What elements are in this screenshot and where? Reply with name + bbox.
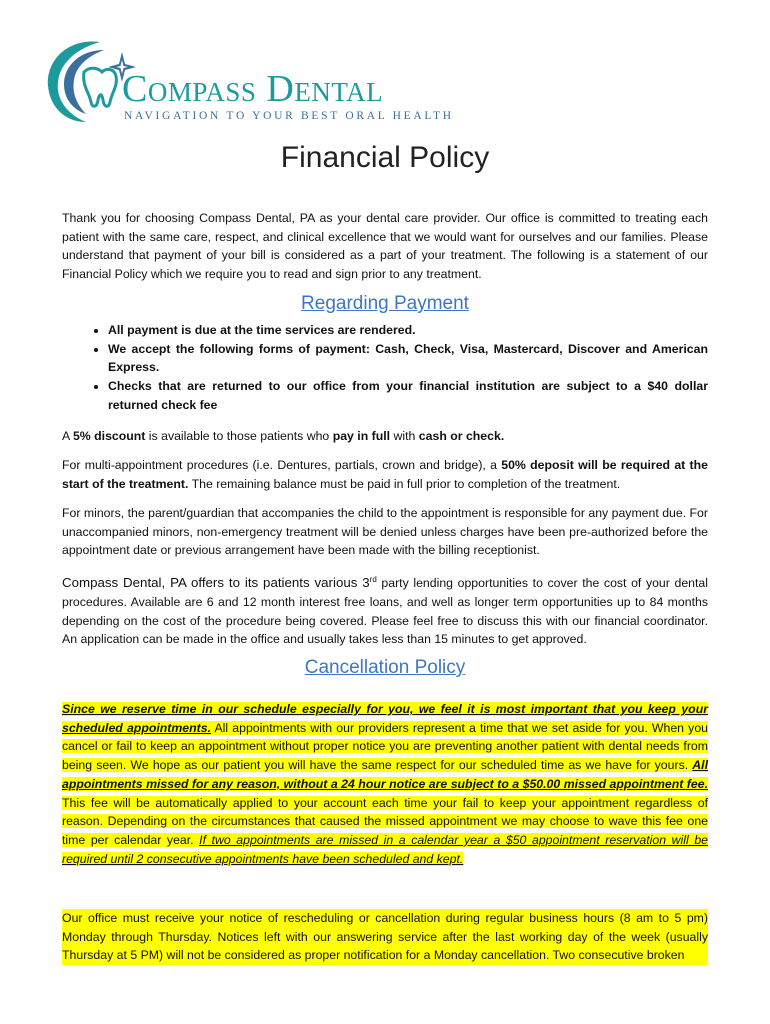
cancellation-paragraph <box>62 700 708 868</box>
payment-bullet: • We accept the following forms of payment: Cash, Check, Visa, Mastercard, Discover and American Express. <box>108 340 708 377</box>
multi-text: For multi-appointment procedures (i.e. Dentures, partials, crown and bridge), a <box>62 458 502 472</box>
notice-paragraph <box>62 909 708 965</box>
lending-text: Compass Dental, PA offers to its patients various 3 <box>62 575 370 591</box>
lending-text: party lending opportunities to cover the cost of your dental procedures. Available are 6 and 12 month interest free loans, and well as longer term opportunities up to 84 months depending on the cost of the procedure being covered. Please feel free to discuss this with our financial coordinator. An application can be made in the office and usually takes less than 15 minutes to get approved. <box>62 576 708 647</box>
cancellation-heading: Cancellation Policy <box>304 657 466 678</box>
payment-bullet: • All payment is due at the time services are rendered. <box>108 321 708 340</box>
compass-dental-logo <box>40 30 454 130</box>
discount-method: cash or check. <box>418 429 505 443</box>
reservation-statement: If two appointments are missed in a calendar year a $50 appointment reservation will be required until 2 consecutive appointments have been scheduled and kept. <box>62 832 708 866</box>
lending-paragraph <box>62 571 708 649</box>
multi-appointment-paragraph <box>62 456 708 493</box>
discount-text: with <box>390 429 419 443</box>
page-title: Financial Policy <box>280 141 490 174</box>
deposit-requirement: 50% deposit will be required at the start of the treatment. <box>62 458 708 491</box>
payment-bullets <box>62 321 708 415</box>
missed-fee-statement: All appointments missed for any reason, without a 24 hour notice are subject to a $50.00 missed appointment fee. <box>62 758 708 791</box>
payment-heading: Regarding Payment <box>301 293 469 314</box>
discount-condition: pay in full <box>332 429 391 443</box>
schedule-statement: Since we reserve time in our schedule especially for you, we feel it is most important that you keep your scheduled appointments. <box>62 702 708 735</box>
brand-tagline: NAVIGATION TO YOUR BEST ORAL HEALTH <box>124 110 454 122</box>
cancellation-text: This fee will be automatically applied to your account each time your fail to keep your appointment regardless of reason. Depending on the circumstances that caused the missed appointment we may choose to wave this fee one time per calendar year. <box>62 795 708 847</box>
intro-section <box>62 209 708 284</box>
multi-text: The remaining balance must be paid in full prior to completion of the treatment. <box>188 476 621 491</box>
payment-bullet: • Checks that are returned to our office from your financial institution are subject to a $40 dollar returned check fee <box>108 377 708 414</box>
minors-paragraph <box>62 504 708 560</box>
discount-amount: 5% discount <box>72 429 146 443</box>
ordinal-suffix: rd <box>369 575 377 584</box>
brand-name: Compass Dental <box>122 68 384 110</box>
intro-paragraph: Thank you for choosing Compass Dental, PA as your dental care provider. Our office is committed to treating each patient with the same care, respect, and clinical excellence that we would want for ourselves and our families. Please understand that payment of your bill is considered as a part of your treatment. The following is a statement of our Financial Policy which we require you to read and sign prior to any treatment. <box>62 211 708 282</box>
cancellation-text: All appointments with our providers represent a time that we set aside for you. When you cancel or fail to keep an appointment without proper notice you are preventing another patient with dental needs from being seen. We hope as our patient you will have the same respect for our scheduled time as we have for yours. <box>62 720 708 773</box>
discount-text: A <box>62 429 73 443</box>
discount-text: is available to those patients who <box>145 429 333 443</box>
minors-text: For minors, the parent/guardian that accompanies the child to the appointment is responsible for any payment due. For unaccompanied minors, non-emergency treatment will be denied unless charges have been pre-authorized before the appointment date or previous arrangement have been made with the billing receptionist. <box>62 506 708 558</box>
discount-paragraph <box>62 427 708 446</box>
notice-text: Our office must receive your notice of rescheduling or cancellation during regular business hours (8 am to 5 pm) Monday through Thursday. Notices left with our answering service after the last working day of the week (usually Thursday at 5 PM) will not be considered as proper notification for a Monday cancellation. Two consecutive broken <box>62 909 708 965</box>
